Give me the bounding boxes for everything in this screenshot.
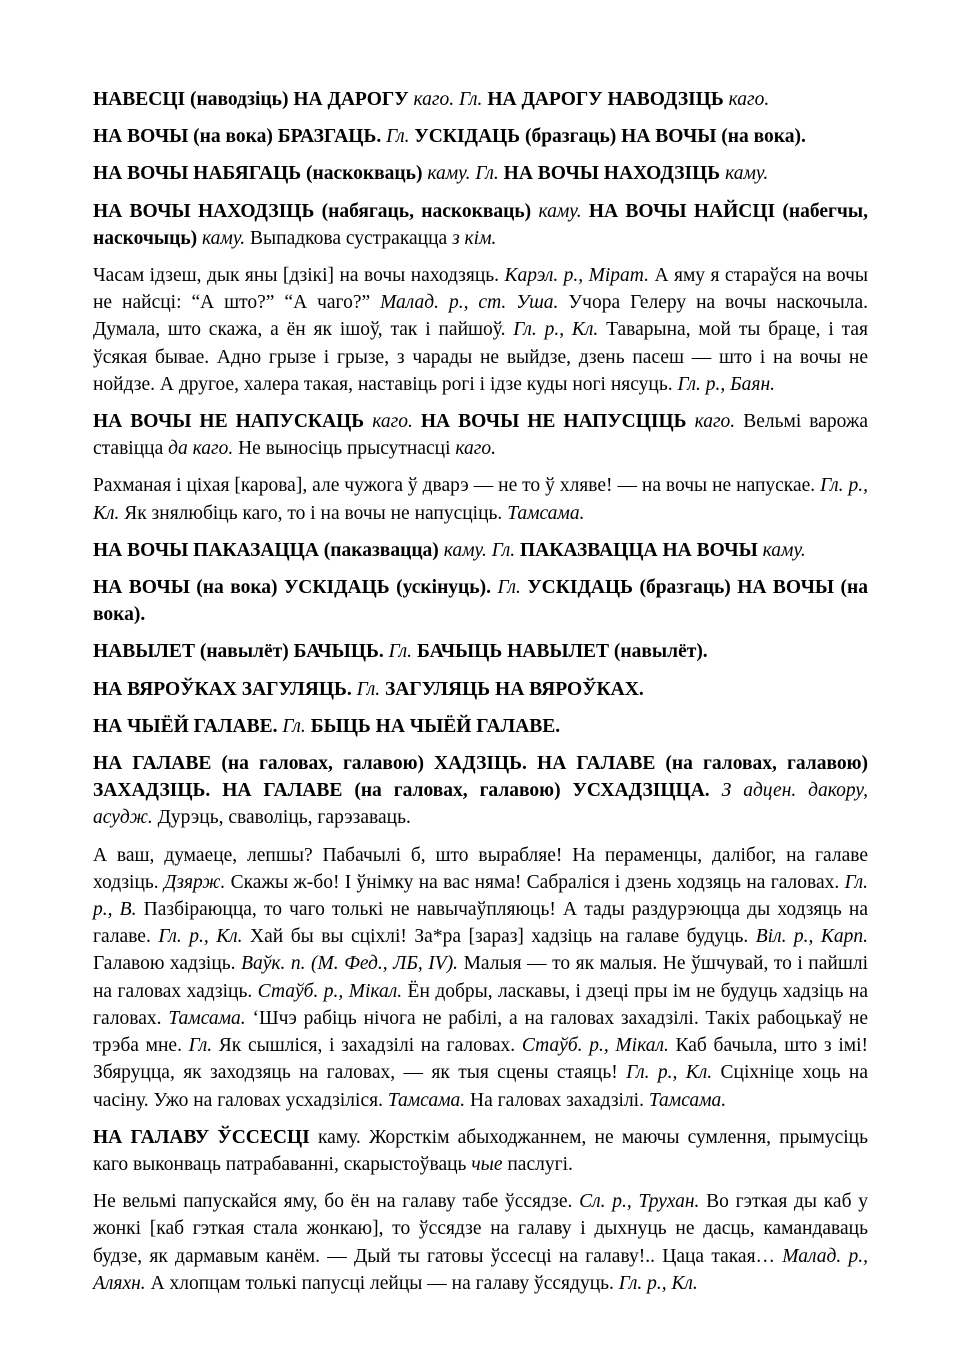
- citations-na-galave-khadzic: А ваш, думаеце, лепшы? Пабачылі б, што вырабляе! На пераменцы, далібог, на галаве ходзіць. Дзярж. Скажы ж-бо! І ўнімку на вас няма! Сабраліся і дзень ходзяць на галовах. Гл. р., В. Пазбіраюцца, то чаго толькі не навычаўпляюць! А тады раздурэюцца ды ходзяць на галаве. Гл. р., Кл. Хай бы вы сціхлі! За*ра [зараз] хадзіць на галаве будуць. Віл. р., Карп. Галавою хадзіць. Ваўк. п. (М. Фед., ЛБ, IV). Малыя — то як малыя. Не ўшчувай, то і пайшлі на галовах хадзіць. Стаўб. р., Мікал. Ён добры, ласкавы, і дзеці пры ім не будуць хадзіць на галовах. Тамсама. ‘Шчэ рабіць нічога не рабілі, а на галовах захадзілі. Такіх рабоцькаў не трэба мне. Гл. Як сышліся, і захадзілі на галовах. Стаўб. р., Мікал. Каб бачыла, што з імі! Збяруцца, як заходзяць на галовах, — як тыя сцены стаяць! Гл. р., Кл. Сціхніце хоць на часіну. Ужо на галовах усхадзіліся. Тамсама. На галовах захадзілі. Тамсама.: [93, 844, 869, 1111]
- entry-na-vochy-nabjagac: НА ВОЧЫ НАБЯГАЦЬ (наскокваць) каму. Гл. НА ВОЧЫ НАХОДЗІЦЬ каму.: [93, 163, 769, 185]
- entry-na-galave-khadzic: НА ГАЛАВЕ (на галовах, галавою) ХАДЗІЦЬ. НА ГАЛАВЕ (на галовах, галавою) ЗАХАДЗІЦЬ. НА ГАЛАВЕ (на галовах, галавою) УСХАДЗІЦЦА. З адцен. дакору, асудж. Дурэць, сваволіць, гарэзаваць.: [93, 753, 868, 829]
- citations-na-vochy-ne-napuskac: Рахманая і ціхая [карова], але чужога ў дварэ — не то ў хляве! — на вочы не напускае. Гл. р., Кл. Як знялюбіць каго, то і на вочы не напусціць. Тамсама.: [93, 475, 869, 524]
- entry-na-vochy-ne-napuskac: НА ВОЧЫ НЕ НАПУСКАЦЬ каго. НА ВОЧЫ НЕ НАПУСЦІЦЬ каго. Вельмі варожа ставіцца да каго. Не выносіць прысутнасці каго.: [93, 411, 868, 460]
- entry-navesci-na-darogu: НАВЕСЦІ (наводзіць) НА ДАРОГУ каго. Гл. НА ДАРОГУ НАВОДЗІЦЬ каго.: [93, 89, 770, 110]
- entry-na-vochy-brazgac: НА ВОЧЫ (на вока) БРАЗГАЦЬ. Гл. УСКІДАЦЬ (бразгаць) НА ВОЧЫ (на вока).: [93, 126, 806, 148]
- entry-na-vjaroukah-zaguljac: НА ВЯРОЎКАХ ЗАГУЛЯЦЬ. Гл. ЗАГУЛЯЦЬ НА ВЯРОЎКАХ.: [93, 678, 644, 700]
- entry-na-galavu-ussesci: НА ГАЛАВУ ЎССЕСЦІ каму. Жорсткім абыходжаннем, не маючы сумлення, прымусіць каго выконваць патрабаванні, скарыстоўваць чые паслугі.: [93, 1126, 868, 1175]
- entry-na-vochy-nakhodzic: НА ВОЧЫ НАХОДЗІЦЬ (набягаць, наскокваць) каму. НА ВОЧЫ НАЙСЦІ (набегчы, наскочыць) каму. Выпадкова сустракацца з кім.: [93, 200, 868, 249]
- entry-na-vochy-uskidac: НА ВОЧЫ (на вока) УСКІДАЦЬ (ускінуць). Гл. УСКІДАЦЬ (бразгаць) НА ВОЧЫ (на вока).: [93, 577, 868, 626]
- entry-na-vochy-pakazacca: НА ВОЧЫ ПАКАЗАЦЦА (паказвацца) каму. Гл. ПАКАЗВАЦЦА НА ВОЧЫ каму.: [93, 539, 806, 561]
- citations-na-galavu-ussesci: Не вельмі папускайся яму, бо ён на галаву табе ўссядзе. Сл. р., Трухан. Во гэткая ды каб у жонкі [каб гэткая стала жонкаю], то ўссядзе на галаву і дыхнуць не дасць, камандаваць будзе, як дармавым канём. — Дый ты гатовы ўссесці на галаву!.. Цаца такая… Малад. р., Аляхн. А хлопцам толькі папусці лейцы — на галаву ўссядуць. Гл. р., Кл.: [93, 1191, 868, 1294]
- citations-na-vochy-nakhodzic: Часам ідзеш, дык яны [дзікі] на вочы находзяць. Карэл. р., Мірат. А яму я стараўся на вочы не найсці: “А што?” “А чаго?” Малад. р., ст. Уша. Учора Гелеру на вочы наскочыла. Думала, што скажа, а ён як ішоў, так і пайшоў. Гл. р., Кл. Таварына, мой ты браце, і тая ўсякая бывае. Адно грызе і грызе, з чарады не выйдзе, дзень пасеш — што і на вочы не нойдзе. А другое, халера такая, наставіць рогі і ідзе куды ногі нясуць. Гл. р., Баян.: [93, 265, 869, 395]
- entry-navylet-bachyc: НАВЫЛЕТ (навылёт) БАЧЫЦЬ. Гл. БАЧЫЦЬ НАВЫЛЕТ (навылёт).: [93, 641, 708, 663]
- entry-na-chyjoj-galave: НА ЧЫЁЙ ГАЛАВЕ. Гл. БЫЦЬ НА ЧЫЁЙ ГАЛАВЕ.: [93, 715, 561, 737]
